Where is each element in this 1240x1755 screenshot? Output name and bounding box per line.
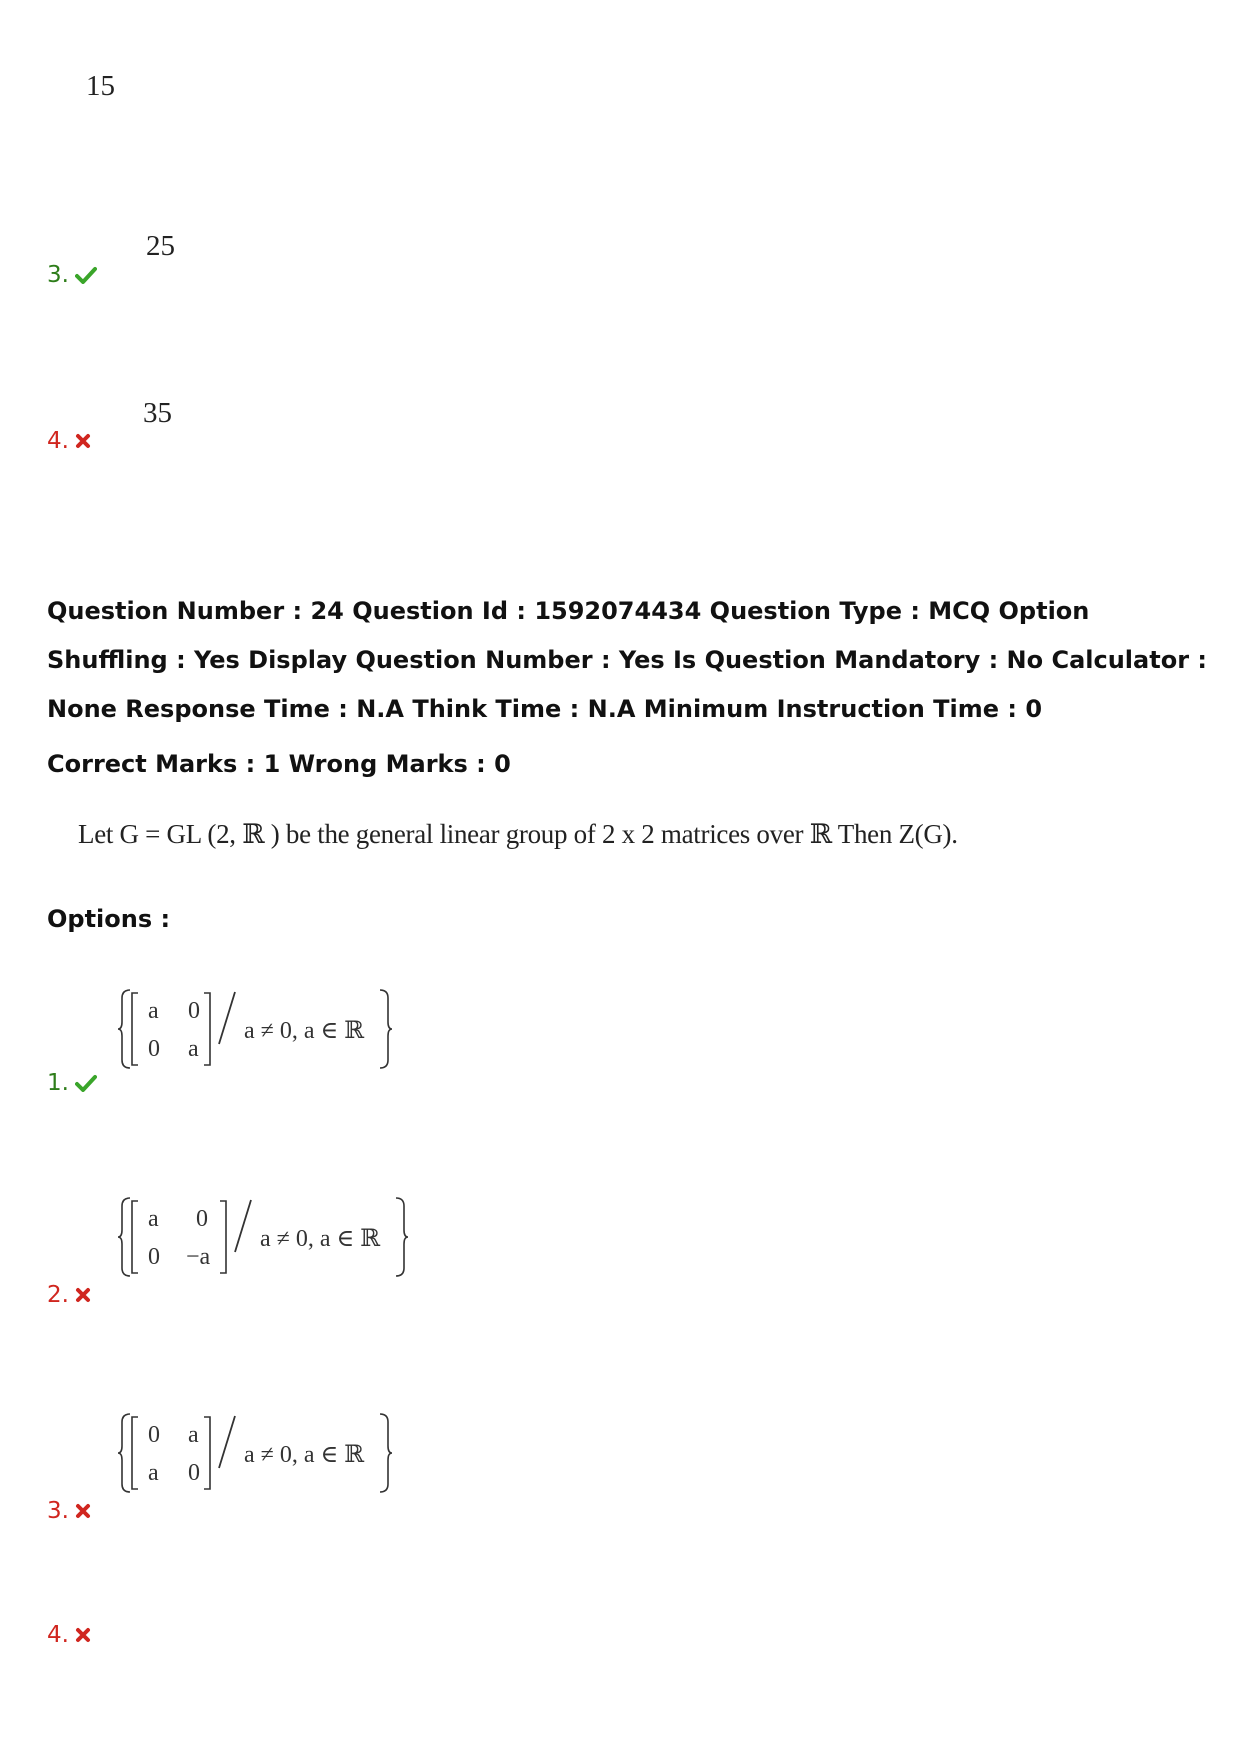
option-2-m22: −a xyxy=(186,1244,211,1270)
option-2-number xyxy=(47,1282,91,1308)
option-3-m12: a xyxy=(188,1422,199,1448)
options-label: Options : xyxy=(47,905,171,933)
option-2-matrix-set xyxy=(118,1196,418,1278)
option-1-matrix-set xyxy=(118,988,408,1070)
option-1-m22: a xyxy=(188,1036,199,1062)
option-3-m21: a xyxy=(148,1460,159,1486)
option-3-m11: 0 xyxy=(148,1422,160,1448)
cross-icon xyxy=(75,433,91,449)
option-2-label: 2. xyxy=(47,1282,69,1308)
option-1-number xyxy=(47,1070,97,1096)
question-meta: Question Number : 24 Question Id : 1592074434 Question Type : MCQ Option Shuffling : Yes Display Question Number : Yes Is Question Mandatory : No Calculator : None Response Time : N.A Think Time : N.A Minimum Instruction Time : 0 xyxy=(47,597,1207,723)
option-1-m11: a xyxy=(148,998,159,1024)
prev-option-2-value: 15 xyxy=(86,70,115,102)
option-2-m11: a xyxy=(148,1206,159,1232)
option-2-m12: 0 xyxy=(196,1206,208,1232)
option-1-m21: 0 xyxy=(148,1036,160,1062)
option-1-condition: a ≠ 0, a ∈ ℝ xyxy=(244,1018,365,1044)
question-text: Let G = GL (2, ℝ ) be the general linear group of 2 x 2 matrices over ℝ Then Z(G). xyxy=(78,819,958,849)
option-3-label: 3. xyxy=(47,1498,69,1524)
checkmark-icon xyxy=(75,1074,97,1092)
option-2-m21: 0 xyxy=(148,1244,160,1270)
option-3-matrix-set xyxy=(118,1412,408,1494)
option-3-condition: a ≠ 0, a ∈ ℝ xyxy=(244,1442,365,1468)
option-4-label: 4. xyxy=(47,1622,69,1648)
option-3-number xyxy=(47,1498,91,1524)
cross-icon xyxy=(75,1503,91,1519)
option-2-condition: a ≠ 0, a ∈ ℝ xyxy=(260,1226,381,1252)
option-3-m22: 0 xyxy=(188,1460,200,1486)
prev-option-3-value: 25 xyxy=(146,230,175,262)
prev-option-3-number xyxy=(47,262,97,288)
prev-option-3-label: 3. xyxy=(47,262,69,288)
option-1-label: 1. xyxy=(47,1070,69,1096)
option-4-number xyxy=(47,1622,91,1648)
cross-icon xyxy=(75,1627,91,1643)
cross-icon xyxy=(75,1287,91,1303)
checkmark-icon xyxy=(75,266,97,284)
prev-option-4-value: 35 xyxy=(143,397,172,429)
marks-line: Correct Marks : 1 Wrong Marks : 0 xyxy=(47,750,511,778)
prev-option-4-number xyxy=(47,428,91,454)
prev-option-4-label: 4. xyxy=(47,428,69,454)
option-1-m12: 0 xyxy=(188,998,200,1024)
